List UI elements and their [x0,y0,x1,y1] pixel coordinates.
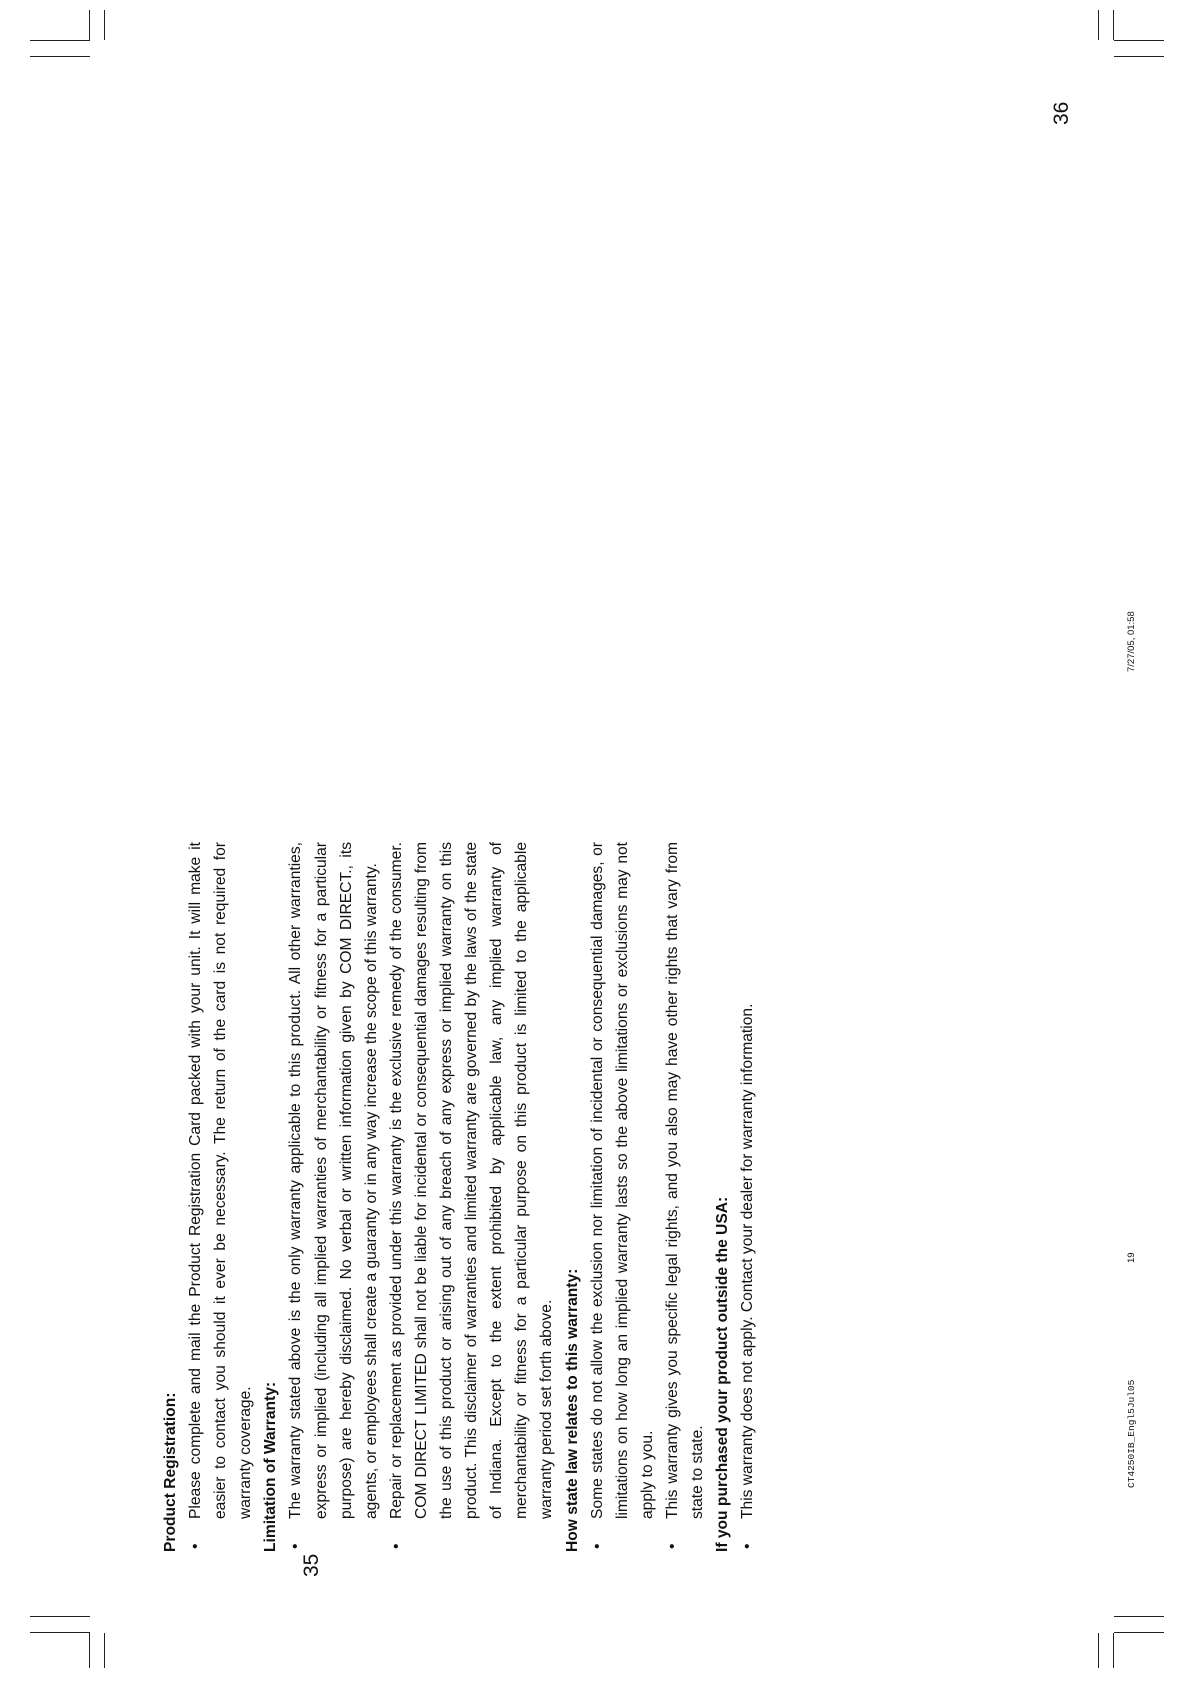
footer-sheet-number: 19 [1126,1252,1137,1263]
crop-mark [1114,1632,1164,1633]
crop-mark [30,56,90,57]
crop-mark [1114,1616,1164,1617]
bullet-text: This warranty does not apply. Contact your dealer for warranty information. [739,1003,757,1519]
page-number-left: 35 [300,1553,323,1577]
bullet-item [183,842,258,1552]
crop-mark [1113,1633,1114,1668]
crop-mark [89,1633,90,1668]
bullet-dot: • [663,1543,681,1549]
section-heading-outside-usa: If you purchased your product outside the USA: [714,1196,732,1552]
bullet-dot: • [387,1543,405,1549]
crop-mark [104,1633,105,1668]
crop-mark [30,1632,90,1633]
crop-mark [30,40,90,41]
warranty-text [158,842,760,1552]
bullet-text: Some states do not allow the exclusion nor limitation of incidental or consequential damages, or limitations on how long an implied warranty lasts so the above limitations or exclusions may not apply to you. [588,842,656,1519]
bullet-dot: • [739,1543,757,1549]
bullet-item [735,842,760,1552]
crop-mark [1098,1633,1099,1668]
crop-mark [1114,56,1164,57]
bullet-dot: • [588,1543,606,1549]
bullet-text: Please complete and mail the Product Registration Card packed with your unit. It will make it easier to contact you should it ever be necessary. The return of the card is not required for warranty coverage. [187,842,255,1519]
section-heading-state-law: How state law relates to this warranty: [563,1268,581,1552]
bullet-dot: • [187,1543,205,1549]
bullet-item [660,842,710,1552]
bullet-text: The warranty stated above is the only warranty applicable to this product. All other warranties, express or implied (including all implied warranties of merchantability or fitness for a particular purpose) are hereby disclaimed. No verbal or written information given by COM DIRECT., its agents, or employees shall create a guaranty or in any way increase the scope of this warranty. [287,842,380,1519]
section-heading-product-registration: Product Registration: [162,1392,179,1552]
crop-mark [1098,10,1099,40]
crop-mark [1114,40,1164,41]
bullet-item [384,842,560,1552]
footer-timestamp: 7/27/05, 01:58 [1126,611,1137,672]
bullet-dot: • [287,1543,305,1549]
bullet-text: Repair or replacement as provided under this warranty is the exclusive remedy of the consumer. COM DIRECT LIMITED shall not be liable for incidental or consequential damages resulting from the use of this product or arising out of any breach of any express or implied warranty on this product. This disclaimer of warranties and limited warranty are governed by the laws of the state of Indiana. Except to the extent prohibited by applicable law, any implied warranty of merchantability or fitness for a particular purpose on this product is limited to the applicable warranty period set forth above. [387,842,556,1519]
page-number-right: 36 [1050,101,1073,125]
footer-file-name: CT4250IB_Engl5Jul05 [1126,1379,1137,1488]
bullet-item [585,842,660,1552]
section-heading-limitation-of-warranty: Limitation of Warranty: [262,1381,280,1552]
crop-mark [104,10,105,40]
crop-mark [1113,10,1114,40]
bullet-item [283,842,383,1552]
bullet-text: This warranty gives you specific legal rights, and you also may have other rights that vary from state to state. [663,842,706,1519]
crop-mark [30,1616,90,1617]
crop-mark [89,10,90,40]
